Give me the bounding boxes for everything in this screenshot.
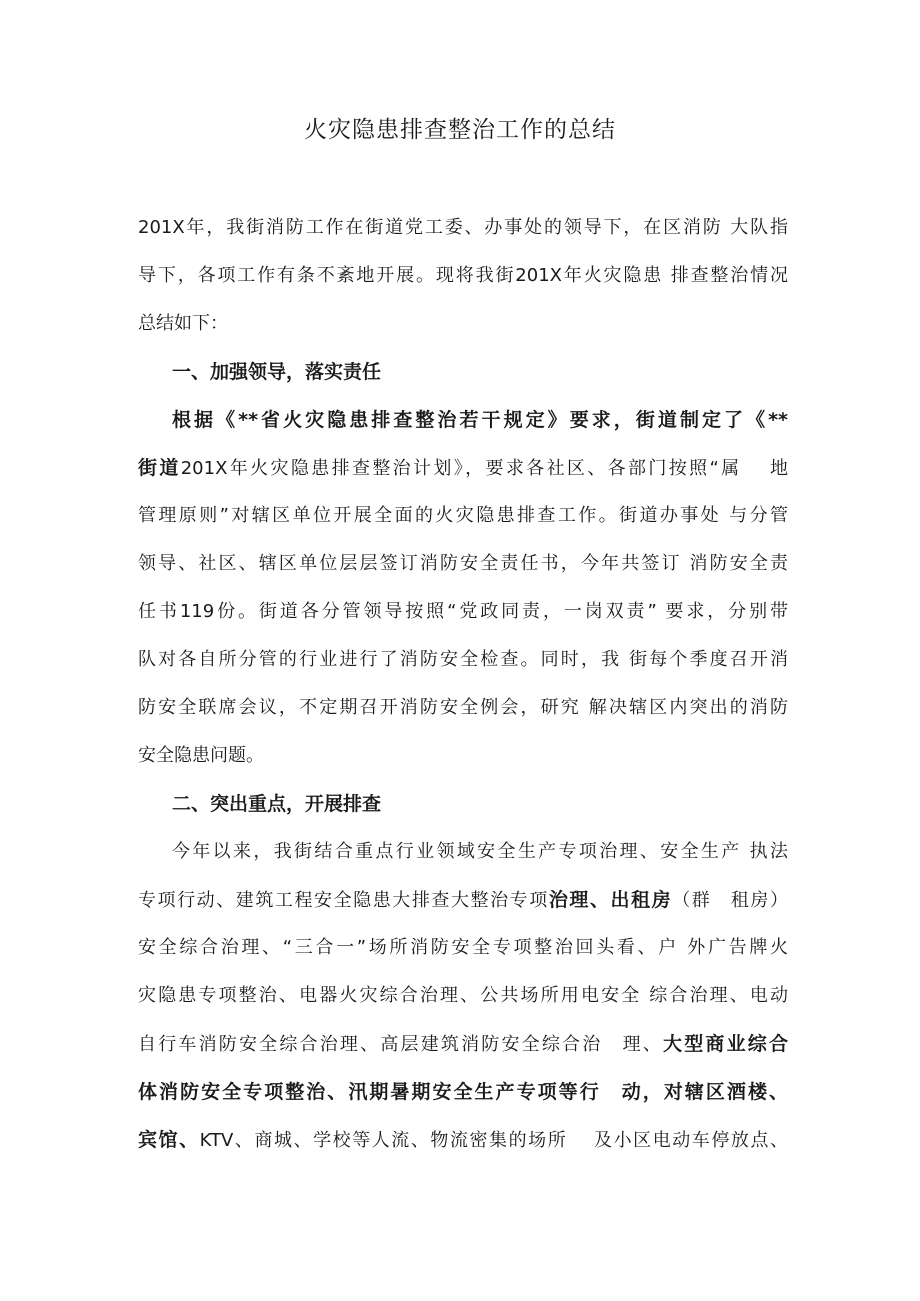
section-1-line-7: 防安全联席会议，不定期召开消防安全例会，研究 解决辖区内突出的消防 <box>138 697 788 718</box>
section-2-line-5 <box>138 1027 788 1061</box>
bold-fragment: 大型商业综合 <box>663 1033 788 1055</box>
section-2-line-7 <box>138 1123 788 1157</box>
bold-fragment: 宾馆、 <box>138 1129 200 1151</box>
section-1-line-4: 领导、社区、辖区单位层层签订消防安全责任书，今年共签订 消防安全责 <box>138 553 788 574</box>
section-1-line-6: 队对各自所分管的行业进行了消防安全检查。同时，我 街每个季度召开消 <box>138 649 788 670</box>
text-fragment: 201X年火灾隐患排查整治计划》，要求各社区、各部门按照“属 地 <box>180 458 788 479</box>
section-2-line-3: 安全综合治理、“三合一”场所消防安全专项整治回头看、户 外广告牌火 <box>138 937 788 958</box>
text-fragment: 自行车消防安全综合治理、高层建筑消防安全综合治 理、 <box>138 1034 664 1055</box>
intro-line-3: 总结如下： <box>138 313 228 334</box>
bold-fragment: 治理、出租房 <box>548 889 673 911</box>
section-2-line-6: 体消防安全专项整治、汛期暑期安全生产专项等行 动，对辖区酒楼、 <box>138 1081 788 1103</box>
text-fragment: 专项行动、建筑工程安全隐患大排查大整治专项 <box>138 890 549 911</box>
section-1-line-2 <box>138 451 788 485</box>
intro-line-1: 201X年，我街消防工作在街道党工委、办事处的领导下，在区消防 大队指 <box>138 217 788 238</box>
section-1-heading: 一、加强领导，落实责任 <box>172 361 382 383</box>
bold-fragment: 街道 <box>138 457 181 479</box>
section-1-line-5: 任书119份。街道各分管领导按照“党政同责，一岗双责” 要求，分别带 <box>138 601 788 622</box>
document-title: 火灾隐患排查整治工作的总结 <box>304 117 616 143</box>
section-1-line-8: 安全隐患问题。 <box>138 745 264 766</box>
section-2-line-2 <box>138 883 788 917</box>
section-2-line-4: 灾隐患专项整治、电器火灾综合治理、公共场所用电安全 综合治理、电动 <box>138 985 788 1006</box>
section-1-line-1: 根据《**省火灾隐患排查整治若干规定》要求，街道制定了《** <box>172 409 788 431</box>
section-1-line-3: 管理原则”对辖区单位开展全面的火灾隐患排查工作。街道办事处 与分管 <box>138 505 788 526</box>
section-2-line-1: 今年以来，我街结合重点行业领域安全生产专项治理、安全生产 执法 <box>172 841 788 862</box>
section-2-heading: 二、突出重点，开展排查 <box>172 793 382 815</box>
intro-line-2: 导下，各项工作有条不紊地开展。现将我街201X年火灾隐患 排查整治情况 <box>138 265 788 286</box>
text-fragment: KTV、商城、学校等人流、物流密集的场所 及小区电动车停放点、 <box>199 1130 788 1151</box>
text-fragment: （群 租房） <box>672 890 788 911</box>
